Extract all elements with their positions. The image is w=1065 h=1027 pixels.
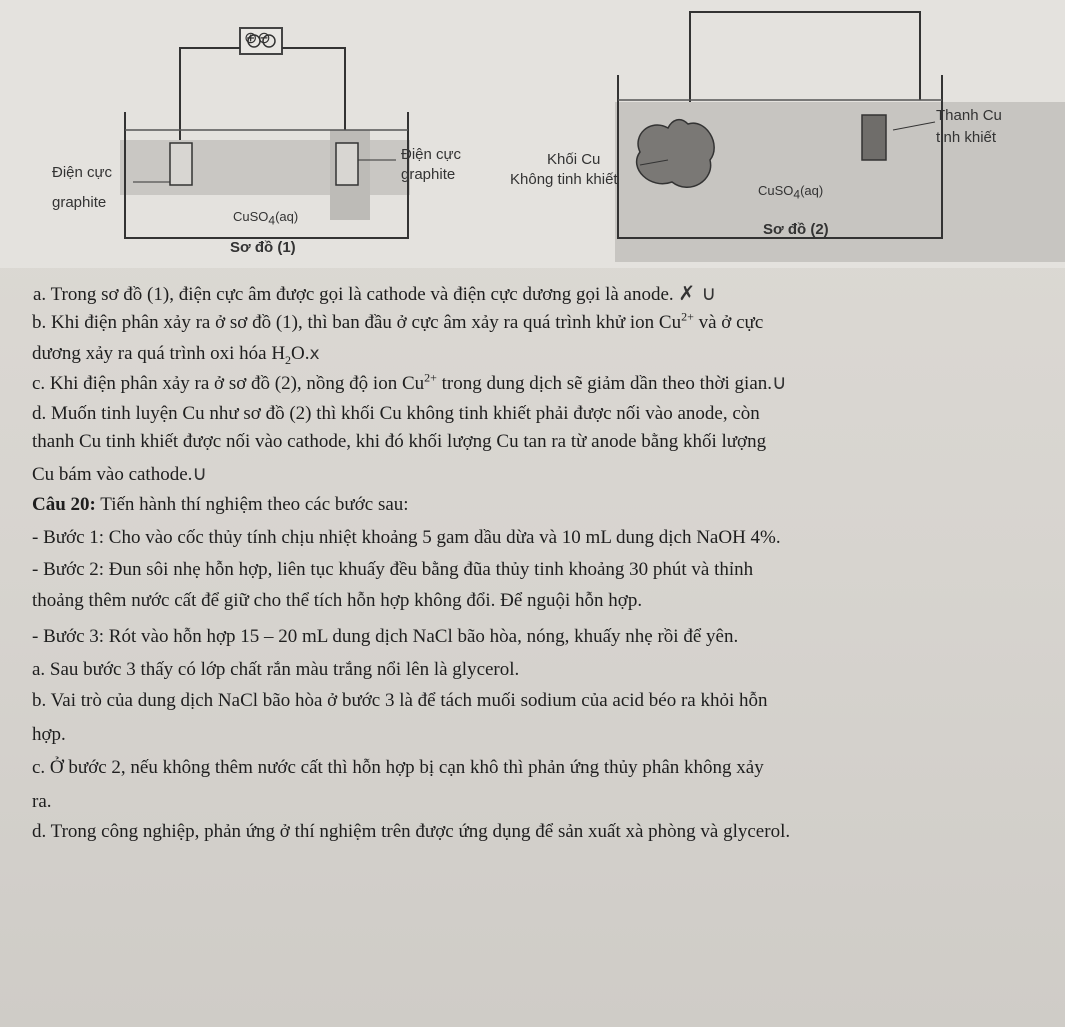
q20-statement-c-cont: ra. [32,791,52,812]
q20-statement-b: b. Vai trò của dung dịch NaCl bão hòa ở bước 3 là để tách muối sodium của acid béo ra khỏi hỗn [32,690,768,711]
q20-step-1: - Bước 1: Cho vào cốc thủy tính chịu nhiệt khoảng 5 gam dầu dừa và 10 mL dung dịch NaOH 4%. [32,527,781,548]
q19-statement-d: d. Muốn tinh luyện Cu như sơ đồ (2) thì khối Cu không tinh khiết phải được nối vào anode, còn [32,403,760,424]
q19-statement-b: b. Khi điện phân xảy ra ở sơ đồ (1), thì ban đầu ở cực âm xảy ra quá trình khử ion $Cu^{2+}$ và ở cực [32,309,764,333]
q20-step-2: - Bước 2: Đun sôi nhẹ hỗn hợp, liên tục khuấy đều bằng đũa thủy tinh khoảng 30 phút và thỉnh [32,559,754,580]
diagram-1-caption: Sơ đồ (1) [230,239,296,256]
q19-statement-b-cont: dương xảy ra quá trình oxi hóa $H_2O.x$ [32,343,320,367]
q19-statement-d-cont1: thanh Cu tinh khiết được nối vào cathode, khi đó khối lượng Cu tan ra từ anode bằng khối lượng [32,431,767,452]
handwritten-mark-c: ∪ [772,370,787,394]
diagram-1-solution-label: CuSO$_4$(aq) [233,209,299,228]
q20-step-2-cont: thoảng thêm nước cất để giữ cho thể tích hỗn hợp không đổi. Để nguội hỗn hợp. [32,590,643,611]
impure-cu-block-label: Khối Cu Không tinh khiết [510,151,618,188]
power-supply-symbol: ⊕⊖ [244,30,271,47]
handwritten-mark-d: ∪ [192,461,208,485]
handwritten-mark-a: ✗ ∪ [678,281,717,305]
pure-cu-rod-label: Thanh Cu tinh khiết [936,107,1002,146]
q20-statement-d: d. Trong công nghiệp, phản ứng ở thí nghiệm trên được ứng dụng để sản xuất xà phòng và glycerol. [32,821,791,842]
diagram-2-solution-label: CuSO$_4$(aq) [758,183,824,202]
q19-statement-d-cont2: Cu bám vào cathode.∪ [32,461,208,485]
handwritten-mark-b: x [309,344,320,364]
left-electrode-label: Điện cực graphite [52,164,113,211]
q20-statement-b-cont: hợp. [32,724,66,745]
q20-step-3: - Bước 3: Rót vào hỗn hợp 15 – 20 mL dung dịch NaCl bão hòa, nóng, khuấy nhẹ rồi để yên. [32,626,739,647]
electrolysis-diagrams [0,0,1065,268]
diagram-2-caption: Sơ đồ (2) [763,221,829,238]
q20-statement-c: c. Ở bước 2, nếu không thêm nước cất thì hỗn hợp bị cạn khô thì phản ứng thủy phân không xảy [32,757,764,778]
q19-statement-c: c. Khi điện phân xảy ra ở sơ đồ (2), nồng độ ion $Cu^{2+}$ trong dung dịch sẽ giảm dần theo thời gian.∪ [32,370,787,394]
q20-statement-a: a. Sau bước 3 thấy có lớp chất rắn màu trắng nổi lên là glycerol. [32,659,520,680]
q20-heading: Câu 20: Tiến hành thí nghiệm theo các bước sau: [32,494,409,515]
right-electrode-label: Điện cực graphite [401,146,462,183]
q19-statement-a: a. Trong sơ đồ (1), điện cực âm được gọi là cathode và điện cực dương gọi là anode. ✗ ∪ [33,281,717,305]
